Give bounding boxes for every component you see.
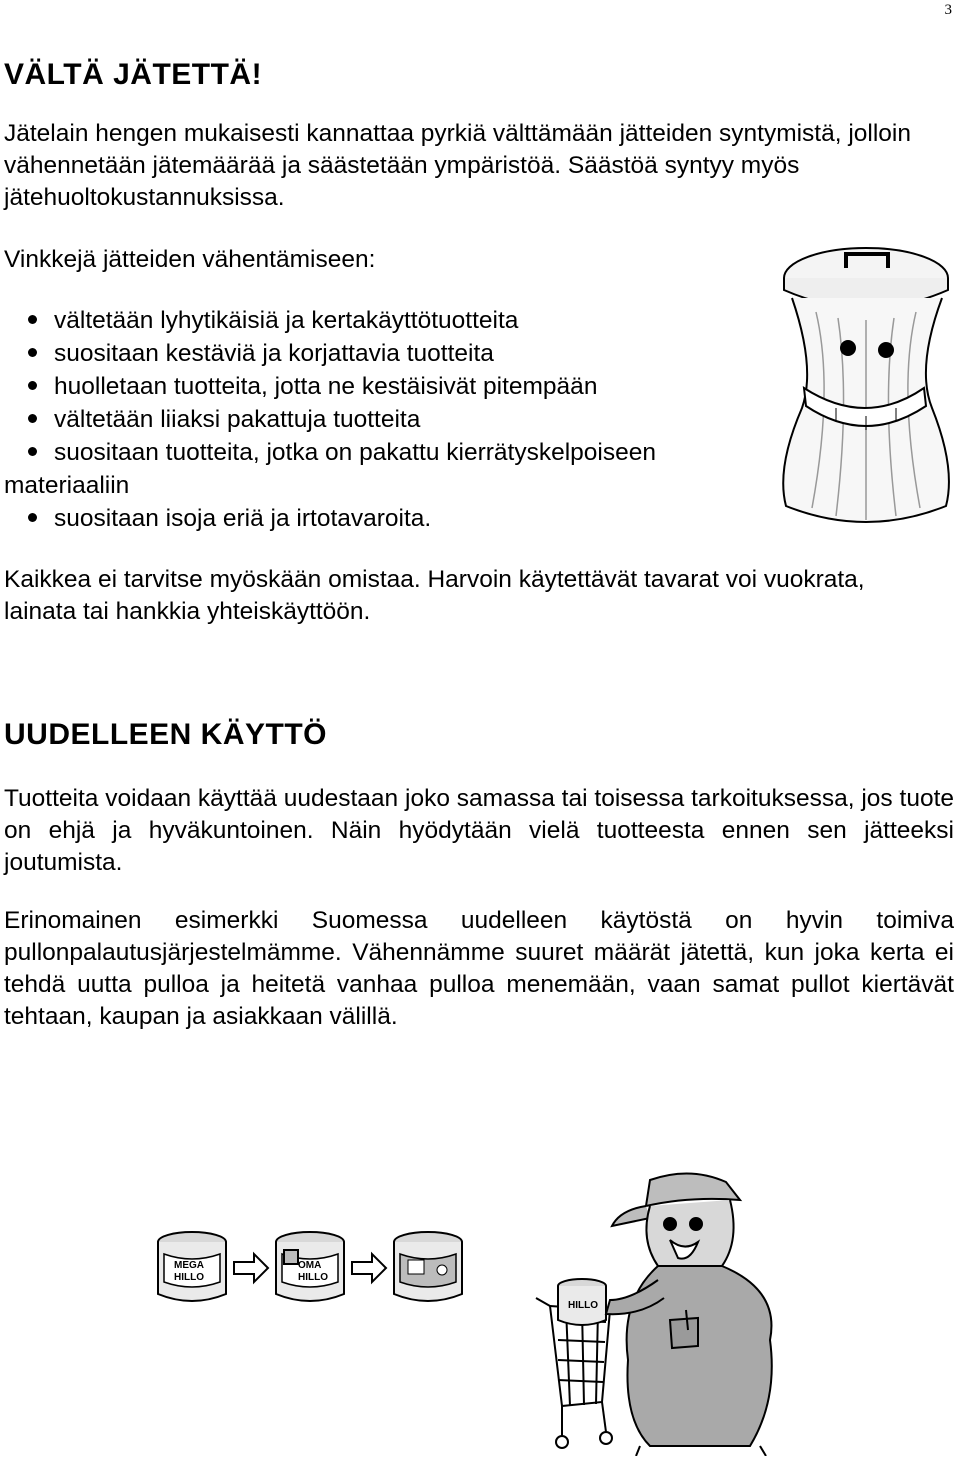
section-heading-avoid-waste: VÄLTÄ JÄTETTÄ!	[4, 58, 263, 91]
list-item: vältetään lyhytikäisiä ja kertakäyttötuotteita	[4, 304, 774, 337]
bullet-icon	[28, 381, 37, 390]
jar1-label-line2: HILLO	[174, 1272, 204, 1283]
arrow-right-icon	[352, 1254, 386, 1282]
list-item: suositaan isoja eriä ja irtotavaroita.	[4, 502, 774, 535]
arrow-right-icon	[234, 1254, 268, 1282]
jar2-label-line1: OMA	[298, 1260, 322, 1271]
reuse-paragraph-2: Erinomainen esimerkki Suomessa uudelleen käytöstä on hyvin toimiva pullonpalautusjärjestelmämme. Vähennämme suuret määrät jätettä, kun joka kerta ei tehdä uutta pulloa ja heitetä vanhaa pulloa menemään, vaan samat pullot kiertävät tehtaan, kaupan ja asiakkaan välillä.	[4, 907, 954, 1030]
bullet-icon	[28, 513, 37, 522]
jar1-label-line1: MEGA	[174, 1260, 204, 1271]
jam-jar-icon	[394, 1232, 462, 1301]
trash-bin-illustration	[776, 238, 956, 530]
closing-paragraph: Kaikkea ei tarvitse myöskään omistaa. Harvoin käytettävät tavarat voi vuokrata, lainata tai hankkia yhteiskäyttöön.	[4, 566, 865, 625]
tips-title: Vinkkejä jätteiden vähentämiseen:	[4, 246, 376, 273]
bullet-icon	[28, 414, 37, 423]
list-item: huolletaan tuotteita, jotta ne kestäisivät pitempään	[4, 370, 774, 403]
held-jar-label: HILLO	[568, 1300, 598, 1311]
list-item: suositaan tuotteita, jotka on pakattu kierrätyskelpoiseen materiaaliin	[4, 439, 656, 499]
list-item: suositaan kestäviä ja korjattavia tuotteita	[4, 337, 774, 370]
page-number: 3	[944, 2, 952, 18]
tips-list	[4, 304, 774, 535]
bullet-icon	[28, 447, 37, 456]
bullet-icon	[28, 348, 37, 357]
intro-paragraph: Jätelain hengen mukaisesti kannattaa pyrkiä välttämään jätteiden syntymistä, jolloin vähennetään jätemäärää ja säästetään ympäristöä. Säästöä syntyy myös jätehuoltokustannuksissa.	[4, 120, 912, 211]
section-heading-reuse: UUDELLEEN KÄYTTÖ	[4, 718, 327, 751]
shopper-character	[606, 1173, 772, 1456]
jar2-label-line2: HILLO	[298, 1272, 328, 1283]
reuse-paragraph-1: Tuotteita voidaan käyttää uudestaan joko samassa tai toisessa tarkoituksessa, jos tuote on ehjä ja hyväkuntoinen. Näin hyödytään vielä tuotteesta ennen sen jätteeksi joutumista.	[4, 785, 954, 876]
reuse-jars-illustration	[150, 1170, 790, 1456]
list-item: vältetään liiaksi pakattuja tuotteita	[4, 403, 774, 436]
bullet-icon	[28, 315, 37, 324]
